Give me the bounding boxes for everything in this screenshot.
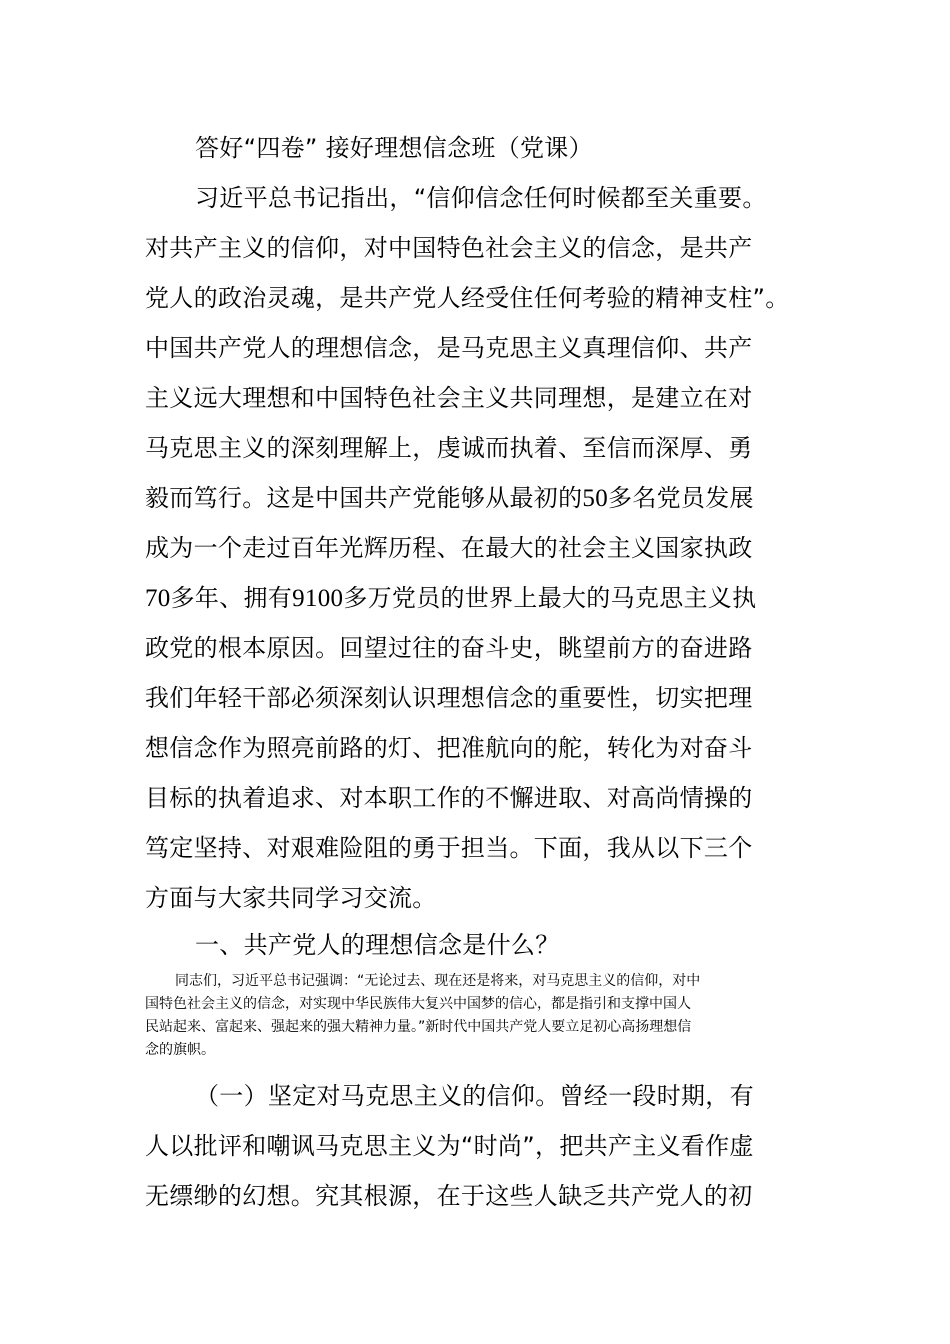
paragraph-line: 方面与大家共同学习交流。 — [145, 884, 437, 912]
quote-line: 国特色社会主义的信念，对实现中华民族伟大复兴中国梦的信心，都是指引和支撑中国人 — [145, 996, 691, 1012]
paragraph-line: 政党的根本原因。回望过往的奋斗史，眺望前方的奋进路 — [145, 634, 753, 662]
paragraph-line: 成为一个走过百年光辉历程、在最大的社会主义国家执政 — [145, 534, 753, 562]
section-heading: 一、共产党人的理想信念是什么？ — [195, 931, 560, 959]
text-segment: 多名党员发展 — [608, 484, 754, 512]
paragraph-line: 目标的执着追求、对本职工作的不懈进取、对高尚情操的 — [145, 784, 753, 812]
number-years-governing: 70 — [145, 585, 171, 612]
text-segment: 毅而笃行。这是中国共产党能够从最初的 — [145, 484, 583, 512]
paragraph-line: 党人的政治灵魂，是共产党人经受住任何考验的精神支柱”。 — [145, 284, 790, 312]
paragraph-line: 对共产主义的信仰，对中国特色社会主义的信念，是共产 — [145, 234, 753, 262]
paragraph-line — [145, 483, 754, 514]
paragraph-line: 想信念作为照亮前路的灯、把准航向的舵，转化为对奋斗 — [145, 734, 753, 762]
paragraph-line: 习近平总书记指出，“信仰信念任何时候都至关重要。 — [195, 184, 767, 212]
quote-line: 念的旗帜。 — [145, 1042, 215, 1058]
subsection-line: （一）坚定对马克思主义的信仰。曾经一段时期，有 — [195, 1082, 754, 1110]
paragraph-line: 中国共产党人的理想信念，是马克思主义真理信仰、共产 — [145, 334, 753, 362]
text-segment: 多万党员的世界上最大的马克思主义执 — [343, 584, 757, 612]
paragraph-line: 我们年轻干部必须深刻认识理想信念的重要性，切实把理 — [145, 684, 753, 712]
paragraph-line: 主义远大理想和中国特色社会主义共同理想，是建立在对 — [145, 384, 753, 412]
document-title: 答好“四卷” 接好理想信念班（党课） — [195, 134, 593, 162]
number-members-now: 9100 — [292, 585, 344, 612]
paragraph-line: 笃定坚持、对艰难险阻的勇于担当。下面，我从以下三个 — [145, 834, 753, 862]
quote-line: 民站起来、富起来、强起来的强大精神力量。”新时代中国共产党人要立足初心高扬理想信 — [145, 1019, 692, 1035]
text-segment: 多年、拥有 — [170, 584, 293, 612]
paragraph-line — [145, 583, 756, 614]
paragraph-line: 马克思主义的深刻理解上，虔诚而执着、至信而深厚、勇 — [145, 434, 753, 462]
subsection-line: 人以批评和嘲讽马克思主义为“时尚”，把共产主义看作虚 — [145, 1132, 754, 1160]
number-initial-members: 50 — [582, 485, 609, 512]
subsection-line: 无缥缈的幻想。究其根源，在于这些人缺乏共产党人的初 — [145, 1182, 753, 1210]
quote-line: 同志们，习近平总书记强调：“无论过去、现在还是将来，对马克思主义的信仰，对中 — [175, 973, 701, 989]
